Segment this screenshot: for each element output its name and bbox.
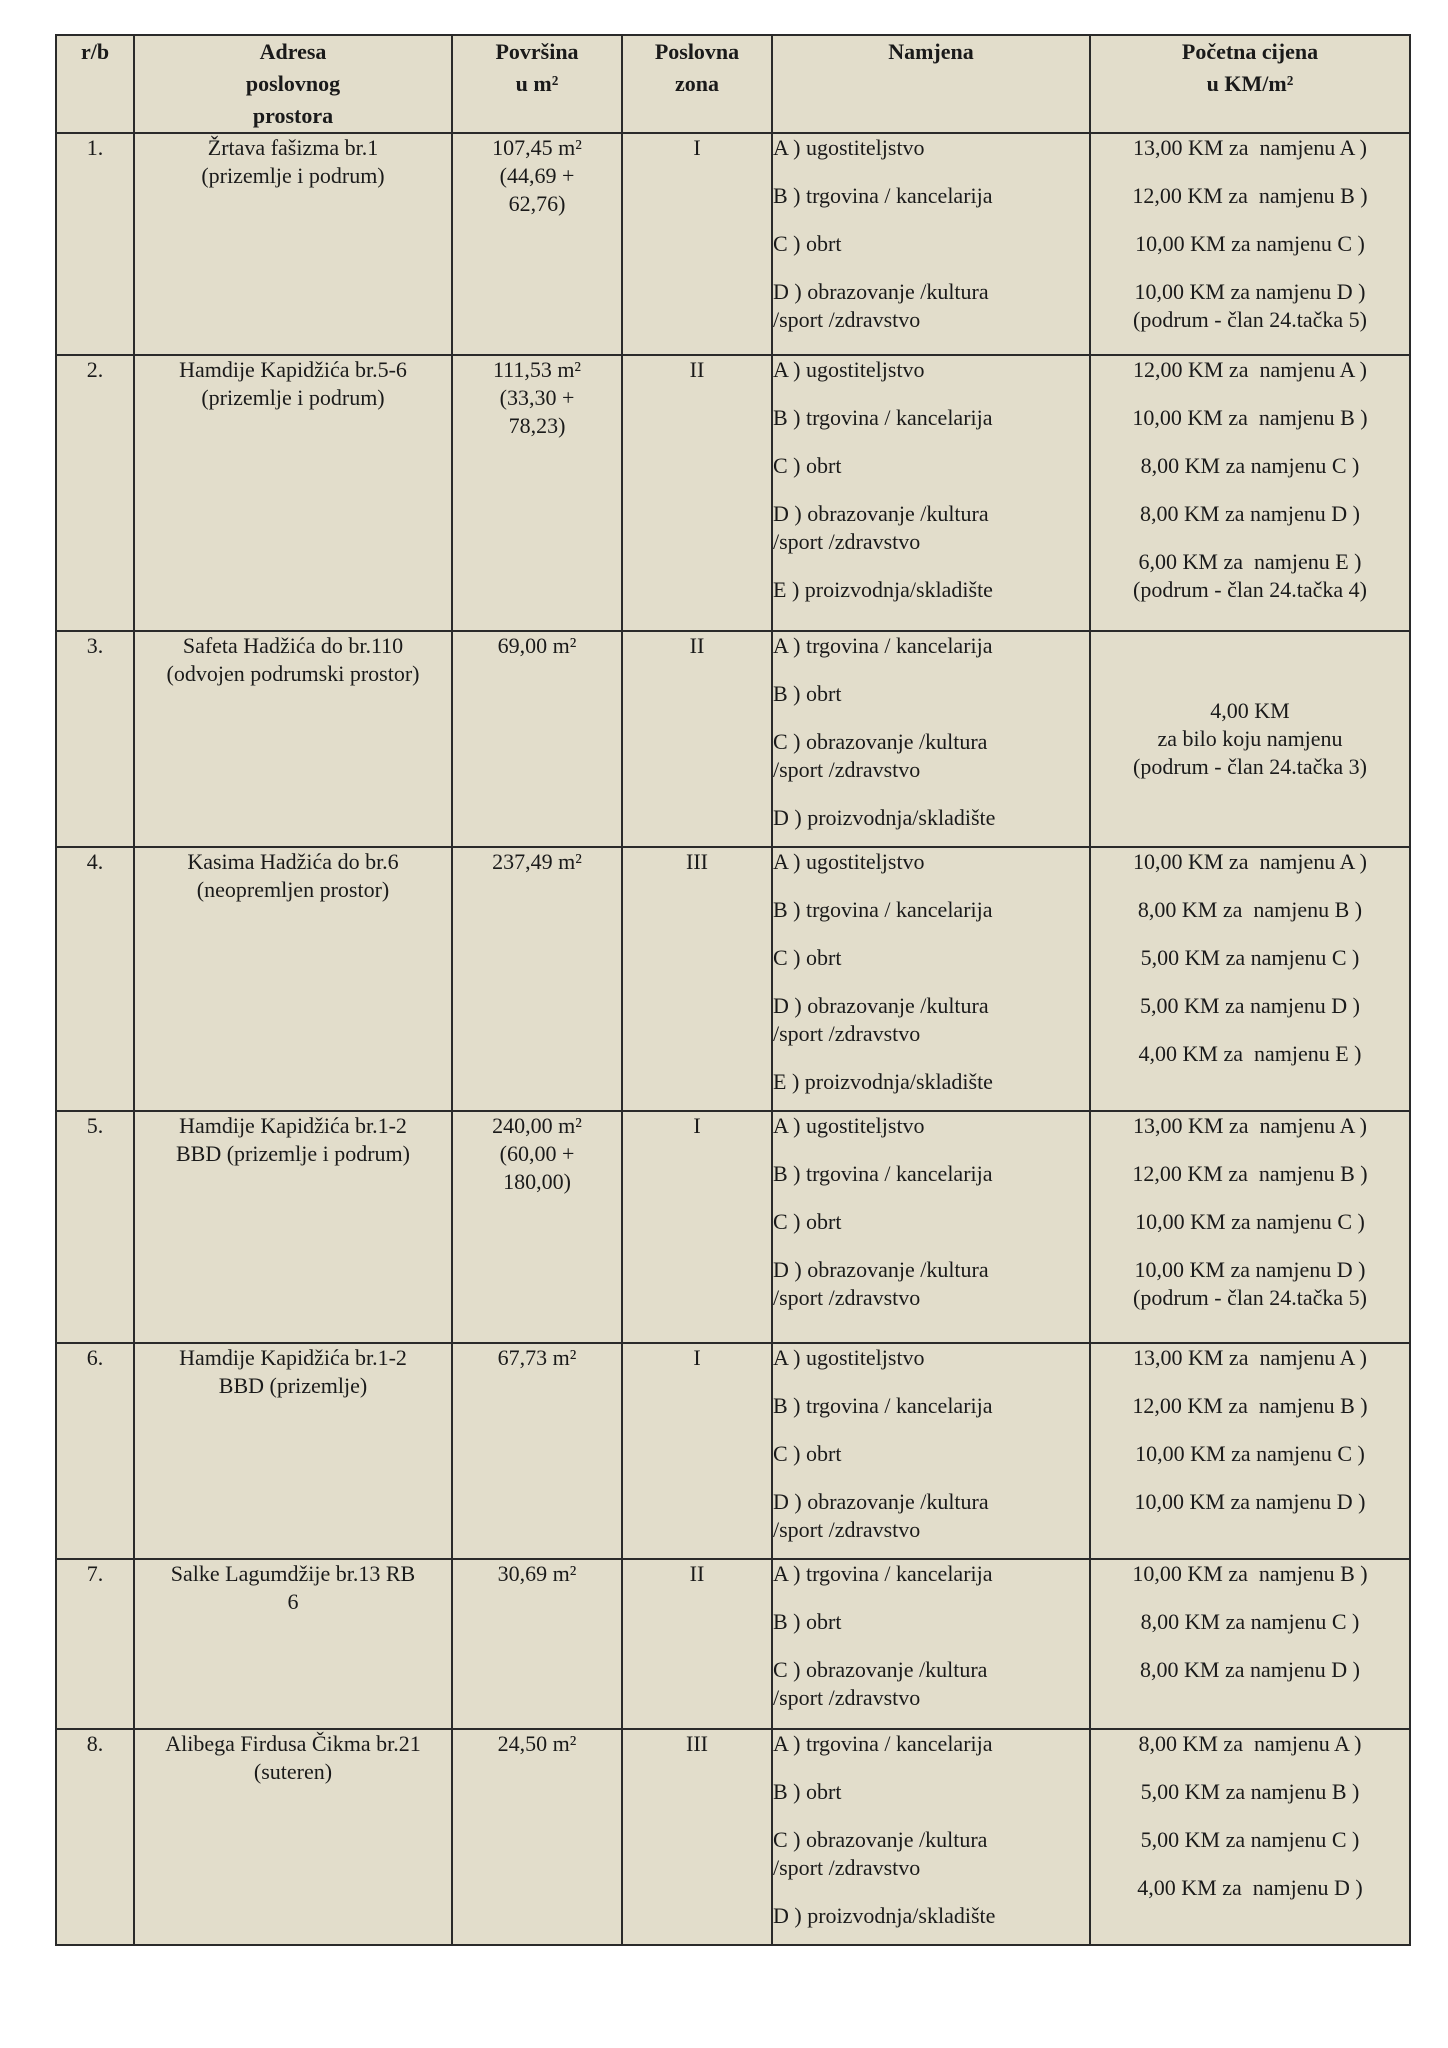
purpose-item bbox=[773, 1656, 1089, 1712]
purpose-item bbox=[773, 1778, 1089, 1806]
purpose-item bbox=[773, 728, 1089, 784]
price-item: 10,00 KM za namjenu B ) bbox=[1132, 1561, 1368, 1586]
area-line: 237,49 m² bbox=[492, 849, 582, 874]
area-line: 240,00 m² bbox=[492, 1113, 582, 1138]
purpose-line: /sport /zdravstvo bbox=[773, 1021, 921, 1046]
price-item: 8,00 KM za namjenu B ) bbox=[1137, 897, 1363, 922]
purpose-item bbox=[773, 230, 1089, 258]
area-cell bbox=[452, 355, 622, 631]
zone-cell: III bbox=[622, 1729, 772, 1945]
price-cell bbox=[1090, 631, 1410, 847]
price-item: 10,00 KM za namjenu D ) bbox=[1134, 1257, 1366, 1282]
header-rb: r/b bbox=[56, 35, 134, 133]
purpose-item bbox=[773, 1068, 1089, 1096]
area-cell bbox=[452, 1729, 622, 1945]
area-line: 30,69 m² bbox=[497, 1561, 577, 1586]
purpose-item bbox=[773, 680, 1089, 708]
address-line: (suteren) bbox=[253, 1759, 333, 1784]
price-cell bbox=[1090, 1729, 1410, 1945]
price-cell bbox=[1090, 847, 1410, 1111]
area-line: 107,45 m² bbox=[492, 135, 582, 160]
price-item: 12,00 KM za namjenu B ) bbox=[1132, 183, 1368, 208]
purpose-line: B ) obrt bbox=[773, 1779, 842, 1804]
price-item: 10,00 KM za namjenu A ) bbox=[1132, 849, 1368, 874]
purpose-line: B ) obrt bbox=[773, 1609, 842, 1634]
purpose-item bbox=[773, 278, 1089, 334]
address-line: Alibega Firdusa Čikma br.21 bbox=[165, 1731, 421, 1756]
row-number: 3. bbox=[56, 631, 134, 847]
area-line: 111,53 m² bbox=[492, 357, 582, 382]
price-line: (podrum - član 24.tačka 3) bbox=[1133, 754, 1367, 779]
zone-cell: I bbox=[622, 133, 772, 355]
area-line: (33,30 + bbox=[499, 385, 575, 410]
header-purpose: Namjena bbox=[772, 35, 1090, 133]
purpose-item bbox=[773, 500, 1089, 556]
row-number: 6. bbox=[56, 1343, 134, 1559]
purpose-line: C ) obrt bbox=[773, 453, 842, 478]
address-cell bbox=[134, 355, 452, 631]
purpose-line: /sport /zdravstvo bbox=[773, 307, 921, 332]
address-cell bbox=[134, 1729, 452, 1945]
row-number: 7. bbox=[56, 1559, 134, 1729]
purpose-line: D ) obrazovanje /kultura bbox=[773, 279, 989, 304]
purpose-line: E ) proizvodnja/skladište bbox=[773, 577, 993, 602]
purpose-item bbox=[773, 1826, 1089, 1882]
address-line: (odvojen podrumski prostor) bbox=[166, 661, 420, 686]
purpose-line: C ) obrt bbox=[773, 1209, 842, 1234]
purpose-line: B ) trgovina / kancelarija bbox=[773, 1161, 993, 1186]
purpose-item bbox=[773, 1208, 1089, 1236]
address-line: Salke Lagumdžije br.13 RB bbox=[170, 1561, 416, 1586]
table-row bbox=[56, 847, 1410, 1111]
purpose-cell bbox=[772, 1559, 1090, 1729]
area-cell bbox=[452, 1111, 622, 1343]
price-item: 10,00 KM za namjenu D ) bbox=[1134, 279, 1366, 304]
purpose-line: /sport /zdravstvo bbox=[773, 1285, 921, 1310]
address-line: (prizemlje i podrum) bbox=[201, 385, 385, 410]
area-line: 78,23) bbox=[508, 413, 566, 438]
area-line: (60,00 + bbox=[499, 1141, 575, 1166]
address-line: Kasima Hadžića do br.6 bbox=[187, 849, 399, 874]
price-item: 12,00 KM za namjenu A ) bbox=[1132, 357, 1368, 382]
area-cell bbox=[452, 133, 622, 355]
zone-cell: II bbox=[622, 631, 772, 847]
address-line: BBD (prizemlje i podrum) bbox=[175, 1141, 410, 1166]
purpose-line: A ) ugostiteljstvo bbox=[773, 357, 925, 382]
purpose-cell bbox=[772, 1343, 1090, 1559]
price-cell bbox=[1090, 133, 1410, 355]
price-item: 8,00 KM za namjenu C ) bbox=[1140, 453, 1360, 478]
price-note: (podrum - član 24.tačka 5) bbox=[1133, 307, 1367, 332]
purpose-line: A ) ugostiteljstvo bbox=[773, 849, 925, 874]
price-item: 10,00 KM za namjenu C ) bbox=[1135, 1209, 1365, 1234]
price-item: 10,00 KM za namjenu C ) bbox=[1135, 231, 1365, 256]
zone-cell: I bbox=[622, 1343, 772, 1559]
purpose-line: C ) obrazovanje /kultura bbox=[773, 1657, 988, 1682]
price-line: za bilo koju namjenu bbox=[1157, 726, 1343, 751]
area-line: 180,00) bbox=[503, 1169, 571, 1194]
purpose-cell bbox=[772, 1729, 1090, 1945]
purpose-line: D ) obrazovanje /kultura bbox=[773, 993, 989, 1018]
purpose-item bbox=[773, 992, 1089, 1048]
price-item: 4,00 KM za namjenu D ) bbox=[1137, 1875, 1363, 1900]
price-note: (podrum - član 24.tačka 4) bbox=[1133, 577, 1367, 602]
table-row bbox=[56, 355, 1410, 631]
address-line: Hamdije Kapidžića br.1-2 bbox=[179, 1113, 407, 1138]
purpose-line: /sport /zdravstvo bbox=[773, 1685, 921, 1710]
header-price: Početna cijena u KM/m² bbox=[1090, 35, 1410, 133]
address-line: BBD (prizemlje) bbox=[218, 1373, 368, 1398]
table-row bbox=[56, 133, 1410, 355]
row-number: 4. bbox=[56, 847, 134, 1111]
purpose-line: D ) obrazovanje /kultura bbox=[773, 1489, 989, 1514]
price-item: 5,00 KM za namjenu C ) bbox=[1140, 945, 1360, 970]
purpose-item bbox=[773, 404, 1089, 432]
purpose-line: A ) ugostiteljstvo bbox=[773, 135, 925, 160]
price-cell bbox=[1090, 1343, 1410, 1559]
purpose-item bbox=[773, 1256, 1089, 1312]
price-item: 8,00 KM za namjenu D ) bbox=[1140, 501, 1360, 526]
price-cell bbox=[1090, 355, 1410, 631]
row-number: 8. bbox=[56, 1729, 134, 1945]
header-row bbox=[56, 35, 1410, 133]
area-cell bbox=[452, 1343, 622, 1559]
price-item: 5,00 KM za namjenu B ) bbox=[1140, 1779, 1360, 1804]
table-body bbox=[56, 133, 1410, 1945]
price-item: 12,00 KM za namjenu B ) bbox=[1132, 1393, 1368, 1418]
purpose-item bbox=[773, 944, 1089, 972]
table-row bbox=[56, 631, 1410, 847]
address-cell bbox=[134, 133, 452, 355]
price-cell bbox=[1090, 1559, 1410, 1729]
price-item: 12,00 KM za namjenu B ) bbox=[1132, 1161, 1368, 1186]
table-row bbox=[56, 1111, 1410, 1343]
area-line: 24,50 m² bbox=[497, 1731, 577, 1756]
purpose-cell bbox=[772, 847, 1090, 1111]
purpose-line: C ) obrt bbox=[773, 945, 842, 970]
purpose-item bbox=[773, 452, 1089, 480]
row-number: 2. bbox=[56, 355, 134, 631]
row-number: 1. bbox=[56, 133, 134, 355]
purpose-item bbox=[773, 576, 1089, 604]
table-row bbox=[56, 1559, 1410, 1729]
purpose-item bbox=[773, 632, 1089, 660]
header-area: Površina u m² bbox=[452, 35, 622, 133]
header-address: Adresa poslovnog prostora bbox=[134, 35, 452, 133]
purpose-cell bbox=[772, 1111, 1090, 1343]
price-item: 4,00 KM za namjenu E ) bbox=[1138, 1041, 1362, 1066]
address-line: Hamdije Kapidžića br.5-6 bbox=[179, 357, 407, 382]
purpose-line: A ) ugostiteljstvo bbox=[773, 1113, 925, 1138]
address-cell bbox=[134, 1111, 452, 1343]
purpose-line: D ) proizvodnja/skladište bbox=[773, 1903, 996, 1928]
purpose-item bbox=[773, 1112, 1089, 1140]
purpose-line: C ) obrt bbox=[773, 231, 842, 256]
price-item: 5,00 KM za namjenu C ) bbox=[1140, 1827, 1360, 1852]
purpose-item bbox=[773, 1902, 1089, 1930]
purpose-item bbox=[773, 1488, 1089, 1544]
area-cell bbox=[452, 1559, 622, 1729]
price-item: 13,00 KM za namjenu A ) bbox=[1132, 1113, 1368, 1138]
address-line: Žrtava fašizma br.1 bbox=[207, 135, 379, 160]
purpose-item bbox=[773, 356, 1089, 384]
purpose-line: D ) proizvodnja/skladište bbox=[773, 805, 996, 830]
area-cell bbox=[452, 847, 622, 1111]
table-row bbox=[56, 1729, 1410, 1945]
zone-cell: III bbox=[622, 847, 772, 1111]
purpose-line: B ) trgovina / kancelarija bbox=[773, 405, 993, 430]
zone-cell: I bbox=[622, 1111, 772, 1343]
address-line: (neopremljen prostor) bbox=[196, 877, 390, 902]
area-line: 62,76) bbox=[508, 191, 566, 216]
purpose-line: /sport /zdravstvo bbox=[773, 757, 921, 782]
area-line: (44,69 + bbox=[499, 163, 575, 188]
purpose-item bbox=[773, 896, 1089, 924]
purpose-line: A ) trgovina / kancelarija bbox=[773, 1731, 993, 1756]
address-cell bbox=[134, 1343, 452, 1559]
purpose-line: B ) obrt bbox=[773, 681, 842, 706]
purpose-line: D ) obrazovanje /kultura bbox=[773, 1257, 989, 1282]
purpose-line: D ) obrazovanje /kultura bbox=[773, 501, 989, 526]
purpose-item bbox=[773, 134, 1089, 162]
address-line: (prizemlje i podrum) bbox=[201, 163, 385, 188]
purpose-item bbox=[773, 1560, 1089, 1588]
price-cell bbox=[1090, 1111, 1410, 1343]
purpose-line: A ) trgovina / kancelarija bbox=[773, 633, 993, 658]
address-line: 6 bbox=[287, 1589, 299, 1614]
table-row bbox=[56, 1343, 1410, 1559]
address-line: Safeta Hadžića do br.110 bbox=[182, 633, 404, 658]
purpose-item bbox=[773, 1608, 1089, 1636]
address-cell bbox=[134, 631, 452, 847]
purpose-item bbox=[773, 1344, 1089, 1372]
area-cell bbox=[452, 631, 622, 847]
purpose-item bbox=[773, 804, 1089, 832]
address-cell bbox=[134, 1559, 452, 1729]
purpose-line: B ) trgovina / kancelarija bbox=[773, 1393, 993, 1418]
purpose-item bbox=[773, 1392, 1089, 1420]
purpose-line: B ) trgovina / kancelarija bbox=[773, 183, 993, 208]
purpose-item bbox=[773, 1440, 1089, 1468]
purpose-line: A ) ugostiteljstvo bbox=[773, 1345, 925, 1370]
price-item: 10,00 KM za namjenu C ) bbox=[1135, 1441, 1365, 1466]
price-item: 8,00 KM za namjenu D ) bbox=[1140, 1657, 1360, 1682]
address-cell bbox=[134, 847, 452, 1111]
purpose-line: /sport /zdravstvo bbox=[773, 1855, 921, 1880]
row-number: 5. bbox=[56, 1111, 134, 1343]
purpose-item bbox=[773, 848, 1089, 876]
price-item: 8,00 KM za namjenu C ) bbox=[1140, 1609, 1360, 1634]
area-line: 69,00 m² bbox=[497, 633, 577, 658]
business-space-table bbox=[55, 34, 1411, 1946]
address-line: Hamdije Kapidžića br.1-2 bbox=[179, 1345, 407, 1370]
purpose-line: C ) obrazovanje /kultura bbox=[773, 729, 988, 754]
area-line: 67,73 m² bbox=[497, 1345, 577, 1370]
price-item: 13,00 KM za namjenu A ) bbox=[1132, 1345, 1368, 1370]
price-item: 5,00 KM za namjenu D ) bbox=[1140, 993, 1360, 1018]
price-item: 10,00 KM za namjenu D ) bbox=[1134, 1489, 1366, 1514]
purpose-item bbox=[773, 182, 1089, 210]
price-item: 10,00 KM za namjenu B ) bbox=[1132, 405, 1368, 430]
purpose-cell bbox=[772, 355, 1090, 631]
purpose-line: C ) obrt bbox=[773, 1441, 842, 1466]
price-note: (podrum - član 24.tačka 5) bbox=[1133, 1285, 1367, 1310]
purpose-line: /sport /zdravstvo bbox=[773, 529, 921, 554]
price-item: 13,00 KM za namjenu A ) bbox=[1132, 135, 1368, 160]
price-line: 4,00 KM bbox=[1210, 698, 1290, 723]
purpose-line: B ) trgovina / kancelarija bbox=[773, 897, 993, 922]
purpose-line: /sport /zdravstvo bbox=[773, 1517, 921, 1542]
zone-cell: II bbox=[622, 355, 772, 631]
purpose-cell bbox=[772, 631, 1090, 847]
purpose-item bbox=[773, 1160, 1089, 1188]
header-zone: Poslovna zona bbox=[622, 35, 772, 133]
price-item: 8,00 KM za namjenu A ) bbox=[1138, 1731, 1362, 1756]
purpose-line: E ) proizvodnja/skladište bbox=[773, 1069, 993, 1094]
price-item: 6,00 KM za namjenu E ) bbox=[1138, 549, 1362, 574]
purpose-item bbox=[773, 1730, 1089, 1758]
zone-cell: II bbox=[622, 1559, 772, 1729]
purpose-line: A ) trgovina / kancelarija bbox=[773, 1561, 993, 1586]
purpose-line: C ) obrazovanje /kultura bbox=[773, 1827, 988, 1852]
purpose-cell bbox=[772, 133, 1090, 355]
